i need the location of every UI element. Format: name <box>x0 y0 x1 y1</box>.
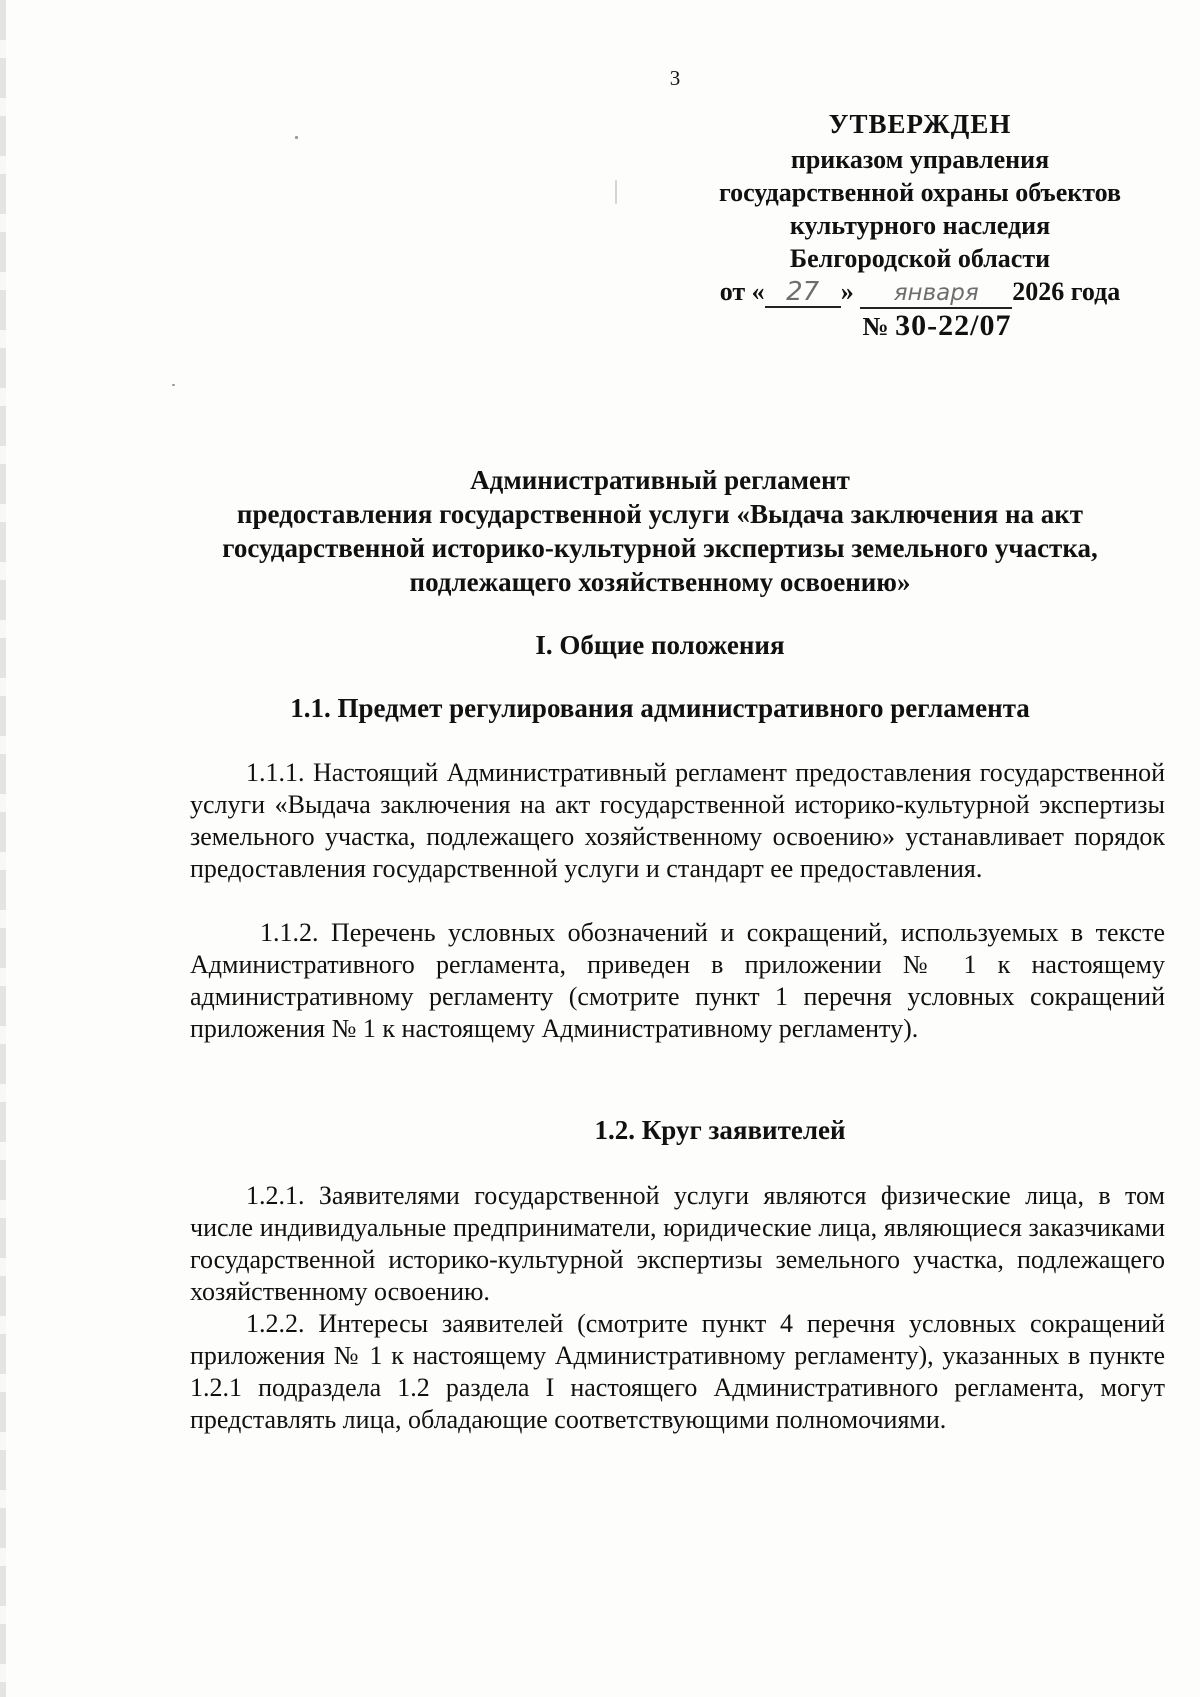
subsection-heading: 1.1. Предмет регулирования административного регламента <box>290 693 1030 723</box>
page-number: 3 <box>669 66 681 90</box>
approval-line: приказом управления <box>790 145 1050 174</box>
paragraph-1-1-2: 1.1.2. Перечень условных обозначений и сокращений, используемых в тексте Административного регламента, приведен в приложении № 1 к настоящему административному регламенту (смотрите пункт 1 перечня условных сокращений приложения № 1 к настоящему Административному регламенту). <box>190 918 1165 1043</box>
scan-edge <box>0 0 6 1697</box>
approval-heading: УТВЕРЖДЕН <box>828 109 1012 139</box>
title-line: Административный регламент <box>470 465 850 495</box>
title-line: подлежащего хозяйственному освоению» <box>409 567 911 597</box>
approval-number <box>724 309 1150 343</box>
paragraph-1-2-2: 1.2.2. Интересы заявителей (смотрите пункт 4 перечня условных сокращений приложения № 1 к настоящему Административному регламенту), указанных в пункте 1.2.1 подраздела 1.2 раздела I настоящего Административного регламента, могут представлять лица, обладающие соответствующими полномочиями. <box>190 1309 1165 1434</box>
approval-line: государственной охраны объектов <box>718 178 1122 207</box>
date-prefix: от « <box>719 277 765 306</box>
title-line: предоставления государственной услуги «Выдача заключения на акт <box>236 499 1084 529</box>
section-heading: I. Общие положения <box>535 630 785 660</box>
approval-line: культурного наследия <box>789 211 1051 240</box>
scan-speck <box>615 180 617 204</box>
paragraph-1-1-1: 1.1.1. Настоящий Административный регламент предоставления государственной услуги «Выдача заключения на акт государственной историко-культурной экспертизы земельного участка, подлежащего хозяйственному освоению» устанавливает порядок предоставления государственной услуги и стандарт ее предоставления. <box>190 758 1165 883</box>
scan-speck <box>295 136 298 139</box>
date-mid: » <box>840 277 854 306</box>
number-prefix: № <box>862 312 889 341</box>
handwritten-number: 30-22/07 <box>895 309 1012 342</box>
handwritten-day: 27 <box>765 278 841 308</box>
approval-date <box>690 275 1150 309</box>
scan-speck <box>172 384 175 386</box>
date-suffix: 2026 года <box>1012 277 1121 306</box>
title-line: государственной историко-культурной экспертизы земельного участка, <box>222 533 1098 563</box>
approval-block <box>690 108 1150 343</box>
approval-line: Белгородской области <box>789 244 1051 273</box>
subsection-heading: 1.2. Круг заявителей <box>594 1115 846 1145</box>
handwritten-month: января <box>860 279 1012 309</box>
paragraph-1-2-1: 1.2.1. Заявителями государственной услуги являются физические лица, в том числе индивидуальные предприниматели, юридические лица, являющиеся заказчиками государственной историко-культурной экспертизы земельного участка, подлежащего хозяйственному освоению. <box>190 1181 1165 1306</box>
document-title <box>150 463 1170 599</box>
